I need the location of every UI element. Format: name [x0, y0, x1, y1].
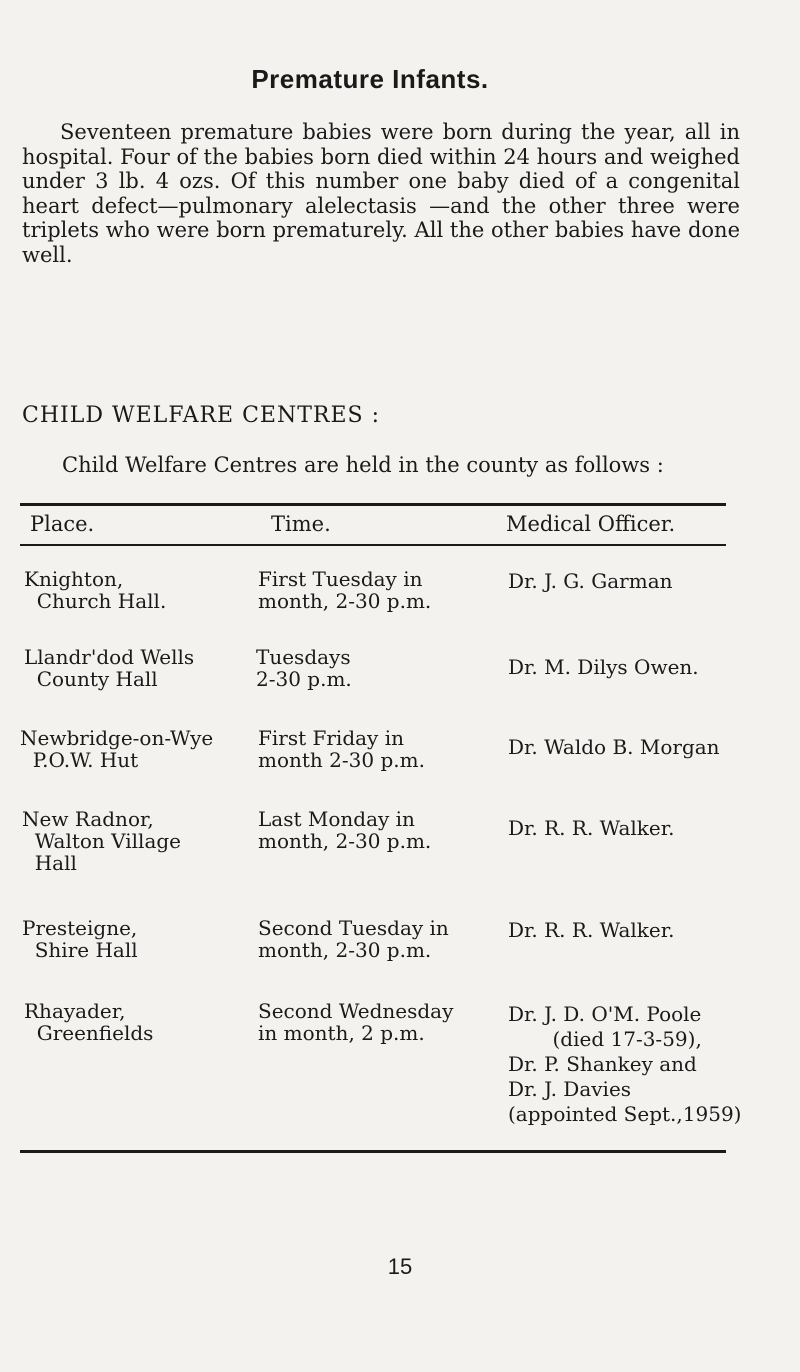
table-cell-medical-officer: Dr. M. Dilys Owen. — [508, 655, 699, 679]
table-cell-time: Tuesdays 2-30 p.m. — [256, 645, 352, 691]
page-number: 15 — [387, 1254, 413, 1279]
table-cell-place: Rhayader, Greenfields — [24, 999, 154, 1045]
page-heading: Premature Infants. — [251, 64, 489, 94]
table-cell-medical-officer: Dr. J. G. Garman — [508, 569, 673, 593]
section-title: CHILD WELFARE CENTRES : — [22, 403, 381, 428]
table-cell-medical-officer: Dr. Waldo B. Morgan — [508, 735, 720, 759]
table-cell-place: Newbridge-on-Wye P.O.W. Hut — [20, 726, 214, 772]
table-cell-medical-officer: Dr. R. R. Walker. — [508, 816, 675, 840]
column-header-place: Place. — [30, 512, 95, 536]
table-cell-medical-officer: Dr. J. D. O'M. Poole (died 17-3-59), Dr. P. Shankey and Dr. J. Davies (appointed Sept.,1959) — [508, 1002, 742, 1126]
column-header-medical-officer: Medical Officer. — [506, 512, 676, 536]
column-header-time: Time. — [271, 512, 331, 536]
table-cell-medical-officer: Dr. R. R. Walker. — [508, 918, 675, 942]
table-cell-place: Llandr'dod Wells County Hall — [24, 645, 195, 691]
table-bottom-rule — [20, 1150, 726, 1153]
section-intro: Child Welfare Centres are held in the county as follows : — [62, 453, 664, 477]
table-cell-time: Second Tuesday in month, 2-30 p.m. — [258, 916, 449, 962]
table-cell-place: Knighton, Church Hall. — [24, 567, 167, 613]
table-header-rule — [20, 544, 726, 546]
table-cell-time: First Tuesday in month, 2-30 p.m. — [258, 567, 432, 613]
table-cell-place: Presteigne, Shire Hall — [22, 916, 138, 962]
table-cell-time: First Friday in month 2-30 p.m. — [258, 726, 425, 772]
table-cell-place: New Radnor, Walton Village Hall — [22, 807, 182, 875]
table-cell-time: Second Wednesday in month, 2 p.m. — [258, 999, 454, 1045]
table-cell-time: Last Monday in month, 2-30 p.m. — [258, 807, 432, 853]
table-top-rule — [20, 503, 726, 506]
intro-paragraph: Seventeen premature babies were born during the year, all in hospital. Four of the babies born died within 24 hours and weighed under 3 lb. 4 ozs. Of this number one baby died of a congenital heart defect—pulmonary alelectasis —and the other three were triplets who were born prematurely. All the other babies have done well. — [22, 120, 740, 267]
